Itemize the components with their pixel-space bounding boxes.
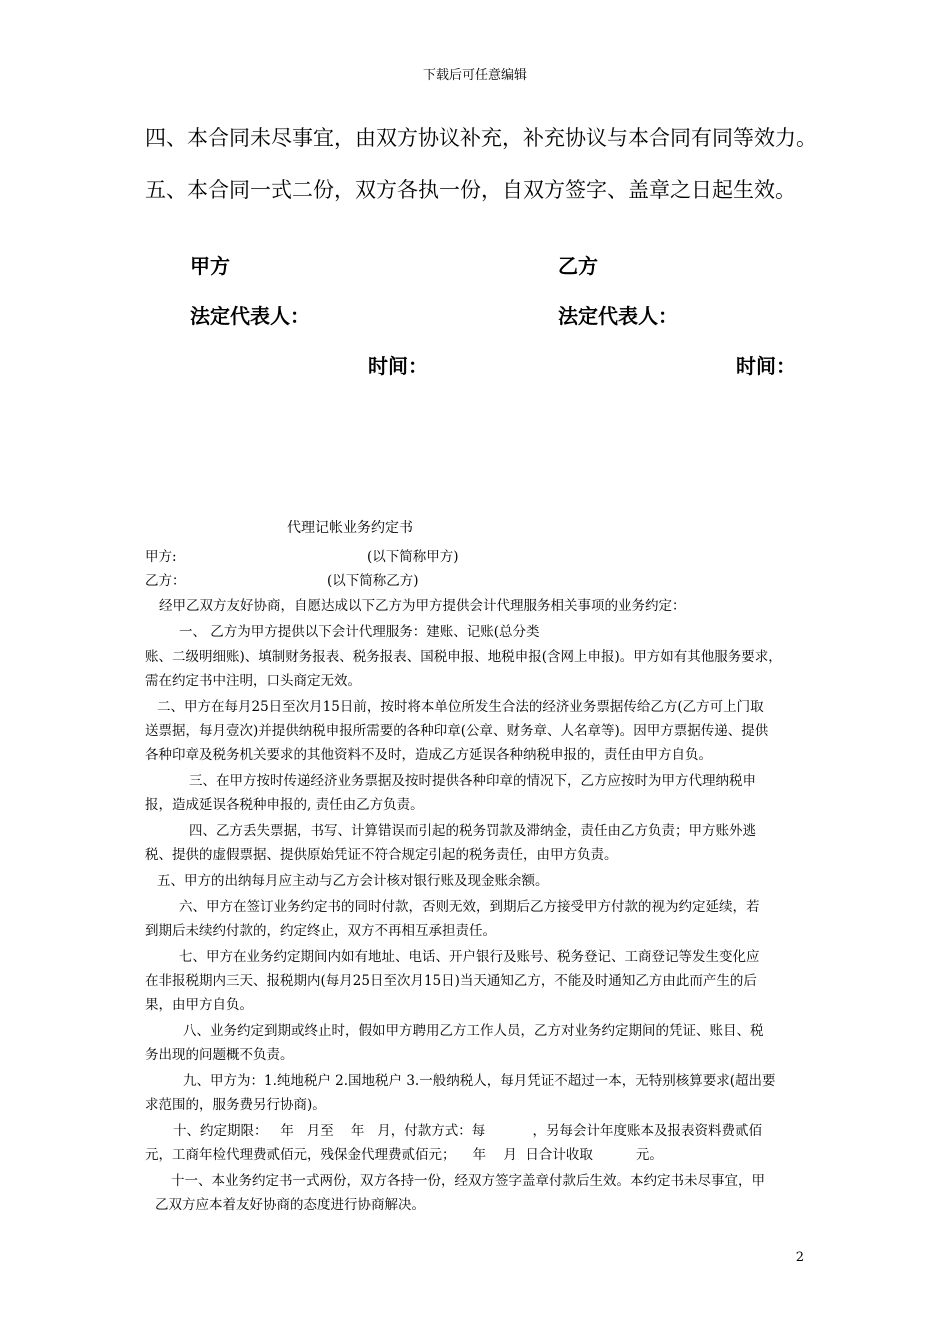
clause-2-line-2: 送票据，每月壹次)并提供纳税申报所需要的各种印章(公章、财务章、人名章等)。因甲方票据传递、提供	[145, 723, 769, 739]
party-a-field-label: 甲方:	[145, 549, 177, 565]
party-a-representative: 法定代表人：	[190, 304, 310, 328]
clause-11-line-2: 乙双方应本着友好协商的态度进行协商解决。	[155, 1197, 425, 1213]
party-a-time: 时间：	[368, 354, 428, 378]
clause-8-line-2: 务出现的问题概不负责。	[145, 1047, 294, 1063]
party-b-abbrev-note: (以下简称乙方)	[327, 573, 419, 589]
page-header: 下载后可任意编辑	[422, 68, 527, 83]
clause-7-line-2: 在非报税期内三天、报税期内(每月25日至次月15日)当天通知乙方，不能及时通知乙方由此而产生的后	[145, 973, 757, 989]
clause-1-line-3: 需在约定书中注明，口头商定无效。	[145, 673, 361, 689]
clause-4-line-1: 四、乙方丢失票据，书写、计算错误而引起的税务罚款及滞纳金，责任由乙方负责；甲方账外逃	[189, 823, 756, 839]
clause-11-line-1: 十一、本业务约定书一式两份，双方各持一份，经双方签字盖章付款后生效。本约定书未尽事宜，甲	[171, 1173, 765, 1189]
clause-7-line-3: 果，由甲方自负。	[145, 997, 253, 1013]
clause-5: 五、甲方的出纳每月应主动与乙方会计核对银行账及现金账余额。	[157, 873, 549, 889]
clause-3-line-2: 报，造成延误各税种申报的, 责任由乙方负责。	[145, 797, 424, 813]
party-a-label: 甲方	[190, 254, 230, 278]
clause-6-line-1: 六、甲方在签订业务约定书的同时付款，否则无效，到期后乙方接受甲方付款的视为约定延续，若	[179, 899, 760, 915]
page-number: 2	[795, 1250, 804, 1265]
clause-3-line-1: 三、在甲方按时传递经济业务票据及按时提供各种印章的情况下，乙方应按时为甲方代理纳税申	[189, 773, 756, 789]
agreement-party-a-line	[145, 545, 813, 569]
clause-6-line-2: 到期后未续约付款的，约定终止，双方不再相互承担责任。	[145, 923, 496, 939]
clause-8-line-1: 八、业务约定到期或终止时，假如甲方聘用乙方工作人员，乙方对业务约定期间的凭证、账目、税	[183, 1023, 764, 1039]
agreement-party-b-line	[145, 569, 813, 593]
clause-2-line-3: 各种印章及税务机关要求的其他资料不及时，造成乙方延误各种纳税申报的，责任由甲方自负。	[145, 747, 712, 763]
clause-9-line-1: 九、甲方为：1.纯地税户 2.国地税户 3.一般纳税人，每月凭证不超过一本，无特别核算要求(超出要	[183, 1073, 776, 1089]
clause-10-line-2: 元，工商年检代理费贰佰元，残保金代理费贰佰元； 年 月 日合计收取 元。	[145, 1147, 663, 1163]
contract-clause-4: 四、本合同未尽事宜，由双方协议补充，补充协议与本合同有同等效力。	[145, 126, 817, 150]
party-b-representative: 法定代表人：	[558, 304, 678, 328]
party-b-field-label: 乙方：	[145, 573, 186, 589]
clause-10-line-1: 十、约定期限： 年 月至 年 月，付款方式：每 ，另每会计年度账本及报表资料费贰佰	[173, 1123, 762, 1139]
party-b-label: 乙方	[558, 254, 598, 278]
clause-7-line-1: 七、甲方在业务约定期间内如有地址、电话、开户银行及账号、税务登记、工商登记等发生变化应	[179, 949, 760, 965]
clause-1-line-2: 账、二级明细账)、填制财务报表、税务报表、国税申报、地税申报(含网上申报)。甲方如有其他服务要求，	[145, 649, 782, 665]
clause-1-line-1: 一、 乙方为甲方提供以下会计代理服务：建账、记账(总分类	[179, 624, 540, 640]
agreement-title: 代理记帐业务约定书	[287, 520, 413, 536]
clause-4-line-2: 税、提供的虚假票据、提供原始凭证不符合规定引起的税务责任，由甲方负责。	[145, 847, 618, 863]
agreement-intro: 经甲乙双方友好协商，自愿达成以下乙方为甲方提供会计代理服务相关事项的业务约定：	[159, 598, 686, 614]
contract-clause-5: 五、本合同一式二份，双方各执一份，自双方签字、盖章之日起生效。	[145, 178, 796, 202]
party-b-time: 时间：	[736, 354, 796, 378]
clause-9-line-2: 求范围的，服务费另行协商)。	[145, 1097, 326, 1113]
clause-2-line-1: 二、甲方在每月25日至次月15日前，按时将本单位所发生合法的经济业务票据传给乙方(乙方可上门取	[157, 699, 764, 715]
party-a-abbrev-note: (以下简称甲方)	[367, 549, 459, 565]
